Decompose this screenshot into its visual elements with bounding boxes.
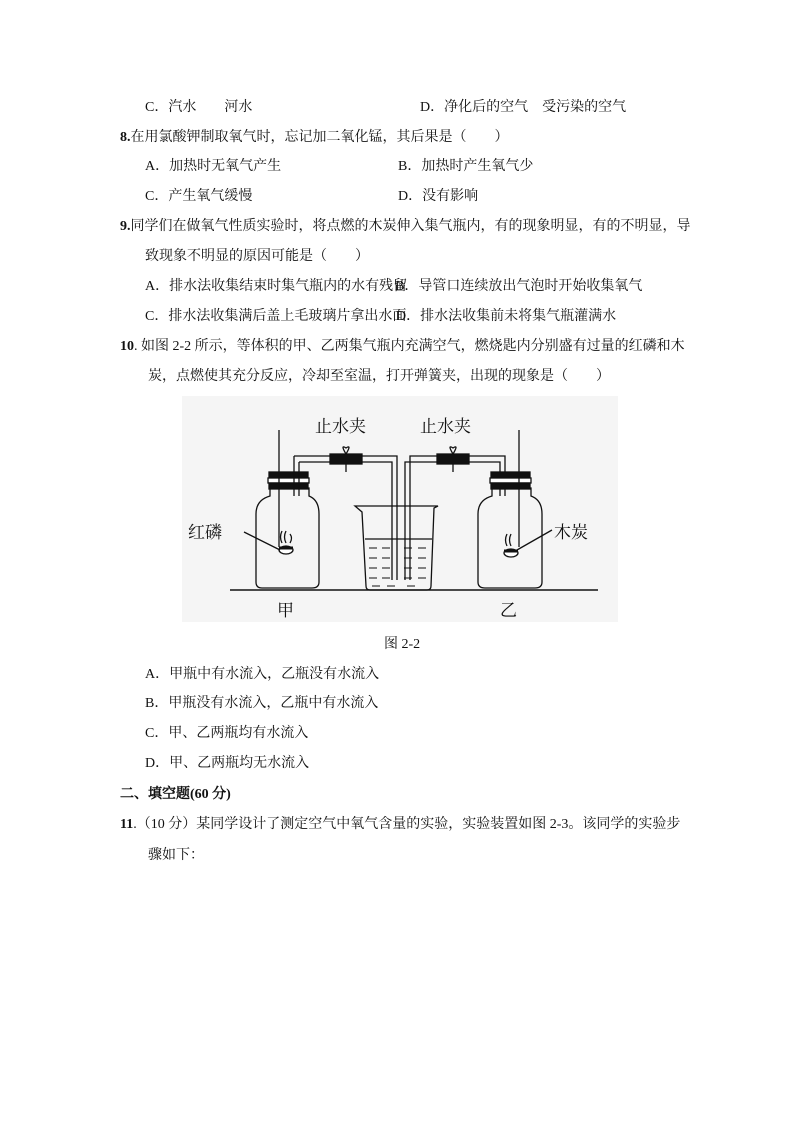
- q9-number: 9.: [120, 219, 131, 234]
- q10-text: . 如图 2-2 所示，等体积的甲、乙两集气瓶内充满空气，燃烧匙内分别盛有过量的红磷和木: [134, 339, 685, 354]
- charcoal-label: 木炭: [554, 523, 588, 543]
- q10-stem-cont: 炭，点燃使其充分反应，冷却至室温，打开弹簧夹，出现的现象是（ ）: [148, 369, 610, 384]
- q8-text: 在用氯酸钾制取氧气时，忘记加二氧化锰，其后果是（ ）: [130, 130, 509, 145]
- q9-stem: [120, 218, 691, 236]
- apparatus-figure: [182, 396, 618, 622]
- q11-number: 11: [120, 817, 134, 832]
- q9-text: 同学们在做氧气性质实验时，将点燃的木炭伸入集气瓶内，有的现象明显，有的不明显，导: [130, 219, 691, 234]
- q10-option-a: A．甲瓶中有水流入，乙瓶没有水流入: [145, 667, 380, 682]
- q9-option-b: B．导管口连续放出气泡时开始收集氧气: [395, 279, 643, 294]
- figure-caption: 图 2-2: [384, 637, 421, 652]
- q10-option-c: C．甲、乙两瓶均有水流入: [145, 726, 309, 741]
- clamp-label-left: 止水夹: [315, 417, 366, 437]
- q9-option-a: A．排水法收集结束时集气瓶内的水有残留: [145, 279, 408, 294]
- q10-number: 10: [120, 339, 134, 354]
- clamp-label-right: 止水夹: [420, 417, 471, 437]
- red-phosphorus-label: 红磷: [188, 523, 222, 543]
- q7-option-d: D．净化后的空气 受污染的空气: [420, 100, 627, 115]
- q9-stem-cont: 致现象不明显的原因可能是（ ）: [145, 249, 369, 264]
- q7-option-c: C．汽水 河水: [145, 100, 253, 115]
- q11-text: .（10 分）某同学设计了测定空气中氧气含量的实验，实验装置如图 2-3。该同学的实验步: [133, 817, 681, 832]
- q8-option-d: D．没有影响: [398, 189, 479, 204]
- q10-stem: [120, 338, 685, 356]
- q8-option-c: C．产生氧气缓慢: [145, 189, 253, 204]
- q8-option-b: B．加热时产生氧气少: [398, 159, 534, 174]
- q10-option-b: B．甲瓶没有水流入，乙瓶中有水流入: [145, 696, 379, 711]
- q9-option-d: D．排水法收集前未将集气瓶灌满水: [396, 309, 617, 324]
- bottle-right: [478, 430, 552, 588]
- q9-option-c: C．排水法收集满后盖上毛玻璃片拿出水面: [145, 309, 407, 324]
- section-title: 二、填空题(60 分): [120, 787, 231, 802]
- q11-stem-cont: 骤如下：: [148, 848, 204, 863]
- q8-number: 8.: [120, 130, 131, 145]
- bottle-left: [244, 430, 319, 588]
- q8-stem: [120, 129, 509, 147]
- q8-option-a: A．加热时无氧气产生: [145, 159, 282, 174]
- bottle-label-jia: 甲: [277, 601, 294, 621]
- q11-stem: [120, 816, 680, 834]
- q10-option-d: D．甲、乙两瓶均无水流入: [145, 756, 310, 771]
- bottle-label-yi: 乙: [500, 601, 517, 621]
